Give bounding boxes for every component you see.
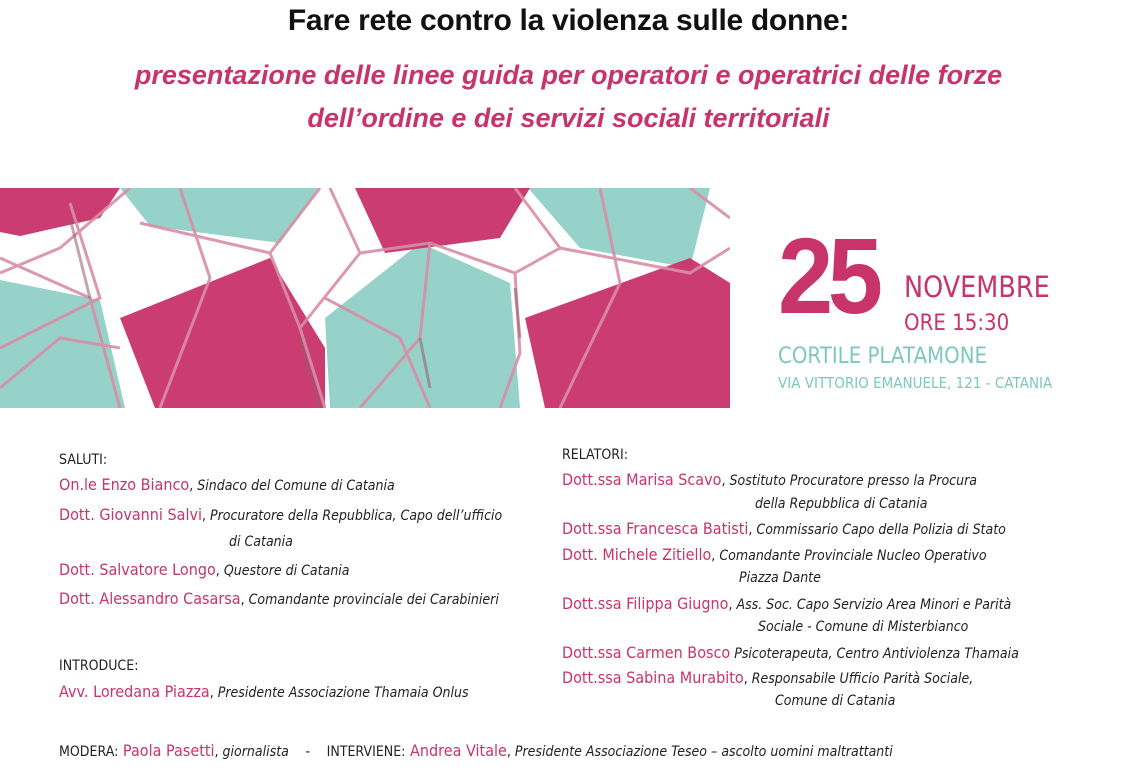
speaker-name: Dott. Giovanni Salvi: [59, 505, 202, 524]
subtitle-line-1: presentazione delle linee guida per operatori e operatrici delle forze: [134, 60, 1003, 90]
speaker-role: Sindaco del Comune di Catania: [197, 478, 395, 494]
event-address: VIA VITTORIO EMANUELE, 121 - CATANIA: [778, 374, 1053, 392]
page-subtitle: [0, 54, 1137, 140]
speaker-name: Dott.ssa Sabina Murabito: [562, 668, 744, 687]
subtitle-line-2: dell’ordine e dei servizi sociali territoriali: [307, 103, 830, 133]
interviene-role: Presidente Associazione Teseo – ascolto uomini maltrattanti: [514, 744, 893, 760]
relatori-item: Dott.ssa Francesca Batisti, Commissario Capo della Polizia di Stato: [562, 519, 1006, 538]
speaker-role-continuation: Piazza Dante: [739, 570, 821, 586]
relatori-item: [562, 643, 1019, 662]
speaker-name: Dott.ssa Francesca Batisti: [562, 519, 749, 538]
footer-line: MODERA: Paola Pasetti, giornalista - INTERVIENE: Andrea Vitale, Presidente Associazione Teseo – ascolto uomini maltrattanti: [59, 741, 893, 760]
relatori-item: Dott. Michele Zitiello, Comandante Provinciale Nucleo Operativo: [562, 545, 987, 564]
relatori-item: Dott.ssa Marisa Scavo, Sostituto Procuratore presso la Procura: [562, 470, 977, 489]
saluti-item: On.le Enzo Bianco, Sindaco del Comune di Catania: [59, 475, 395, 494]
speaker-role: Commissario Capo della Polizia di Stato: [756, 522, 1006, 538]
teal-shape: [120, 188, 320, 243]
relatori-item: Dott.ssa Sabina Murabito, Responsabile Ufficio Parità Sociale,: [562, 668, 974, 687]
speaker-name: Dott.ssa Filippa Giugno: [562, 594, 729, 613]
speaker-role: Questore di Catania: [223, 563, 350, 579]
saluti-label: SALUTI:: [59, 452, 108, 468]
event-venue: CORTILE PLATAMONE: [778, 344, 988, 369]
speaker-name: Dott.ssa Marisa Scavo: [562, 470, 722, 489]
speaker-role: Ass. Soc. Capo Servizio Area Minori e Parità: [736, 597, 1012, 613]
teal-shape: [528, 188, 710, 268]
speaker-name: Dott.ssa Carmen Bosco: [562, 643, 731, 662]
geometric-pattern-banner: [0, 188, 740, 410]
saluti-item: Dott. Salvatore Longo, Questore di Catania: [59, 560, 350, 579]
interviene-name: Andrea Vitale: [410, 741, 507, 760]
speaker-role-continuation: di Catania: [229, 534, 293, 550]
speaker-role: Comandante provinciale dei Carabinieri: [248, 592, 499, 608]
event-time: ORE 15:30: [904, 311, 1010, 336]
relatori-item: Dott.ssa Filippa Giugno, Ass. Soc. Capo Servizio Area Minori e Parità: [562, 594, 1012, 613]
separator: -: [305, 744, 311, 760]
speaker-name: Dott. Michele Zitiello: [562, 545, 712, 564]
saluti-item: Dott. Alessandro Casarsa, Comandante provinciale dei Carabinieri: [59, 589, 499, 608]
event-month: NOVEMBRE: [904, 270, 1050, 304]
speaker-role: Comandante Provinciale Nucleo Operativo: [719, 548, 987, 564]
speaker-role: Responsabile Ufficio Parità Sociale,: [751, 671, 974, 687]
speaker-name: Avv. Loredana Piazza: [59, 682, 210, 701]
moderator-name: Paola Pasetti: [122, 741, 215, 760]
page-title: Fare rete contro la violenza sulle donne:: [287, 4, 850, 37]
speaker-role: Sostituto Procuratore presso la Procura: [729, 473, 977, 489]
pink-shape: [525, 258, 730, 408]
pink-shape: [120, 258, 325, 408]
moderator-role: giornalista: [222, 744, 289, 760]
speaker-name: Dott. Alessandro Casarsa: [59, 589, 241, 608]
speaker-role-continuation: Comune di Catania: [775, 693, 896, 709]
speaker-role: Procuratore della Repubblica, Capo dell’ufficio: [210, 508, 503, 524]
pink-shape: [355, 188, 530, 253]
event-day: 25: [778, 215, 878, 336]
speaker-role: Presidente Associazione Thamaia Onlus: [217, 685, 469, 701]
interviene-label: INTERVIENE:: [326, 744, 406, 760]
modera-label: MODERA:: [59, 744, 119, 760]
speaker-name: On.le Enzo Bianco: [59, 475, 190, 494]
introduce-item: Avv. Loredana Piazza, Presidente Associazione Thamaia Onlus: [59, 682, 469, 701]
introduce-label: INTRODUCE:: [59, 658, 139, 674]
speaker-name: Dott. Salvatore Longo: [59, 560, 216, 579]
speaker-role-continuation: Sociale - Comune di Misterbianco: [758, 619, 969, 635]
speaker-role-continuation: della Repubblica di Catania: [755, 496, 928, 512]
teal-shape: [0, 280, 125, 408]
relatori-label: RELATORI:: [562, 447, 629, 463]
speaker-role: Psicoterapeuta, Centro Antiviolenza Thamaia: [734, 646, 1019, 662]
saluti-item: Dott. Giovanni Salvi, Procuratore della Repubblica, Capo dell’ufficio: [59, 505, 503, 524]
